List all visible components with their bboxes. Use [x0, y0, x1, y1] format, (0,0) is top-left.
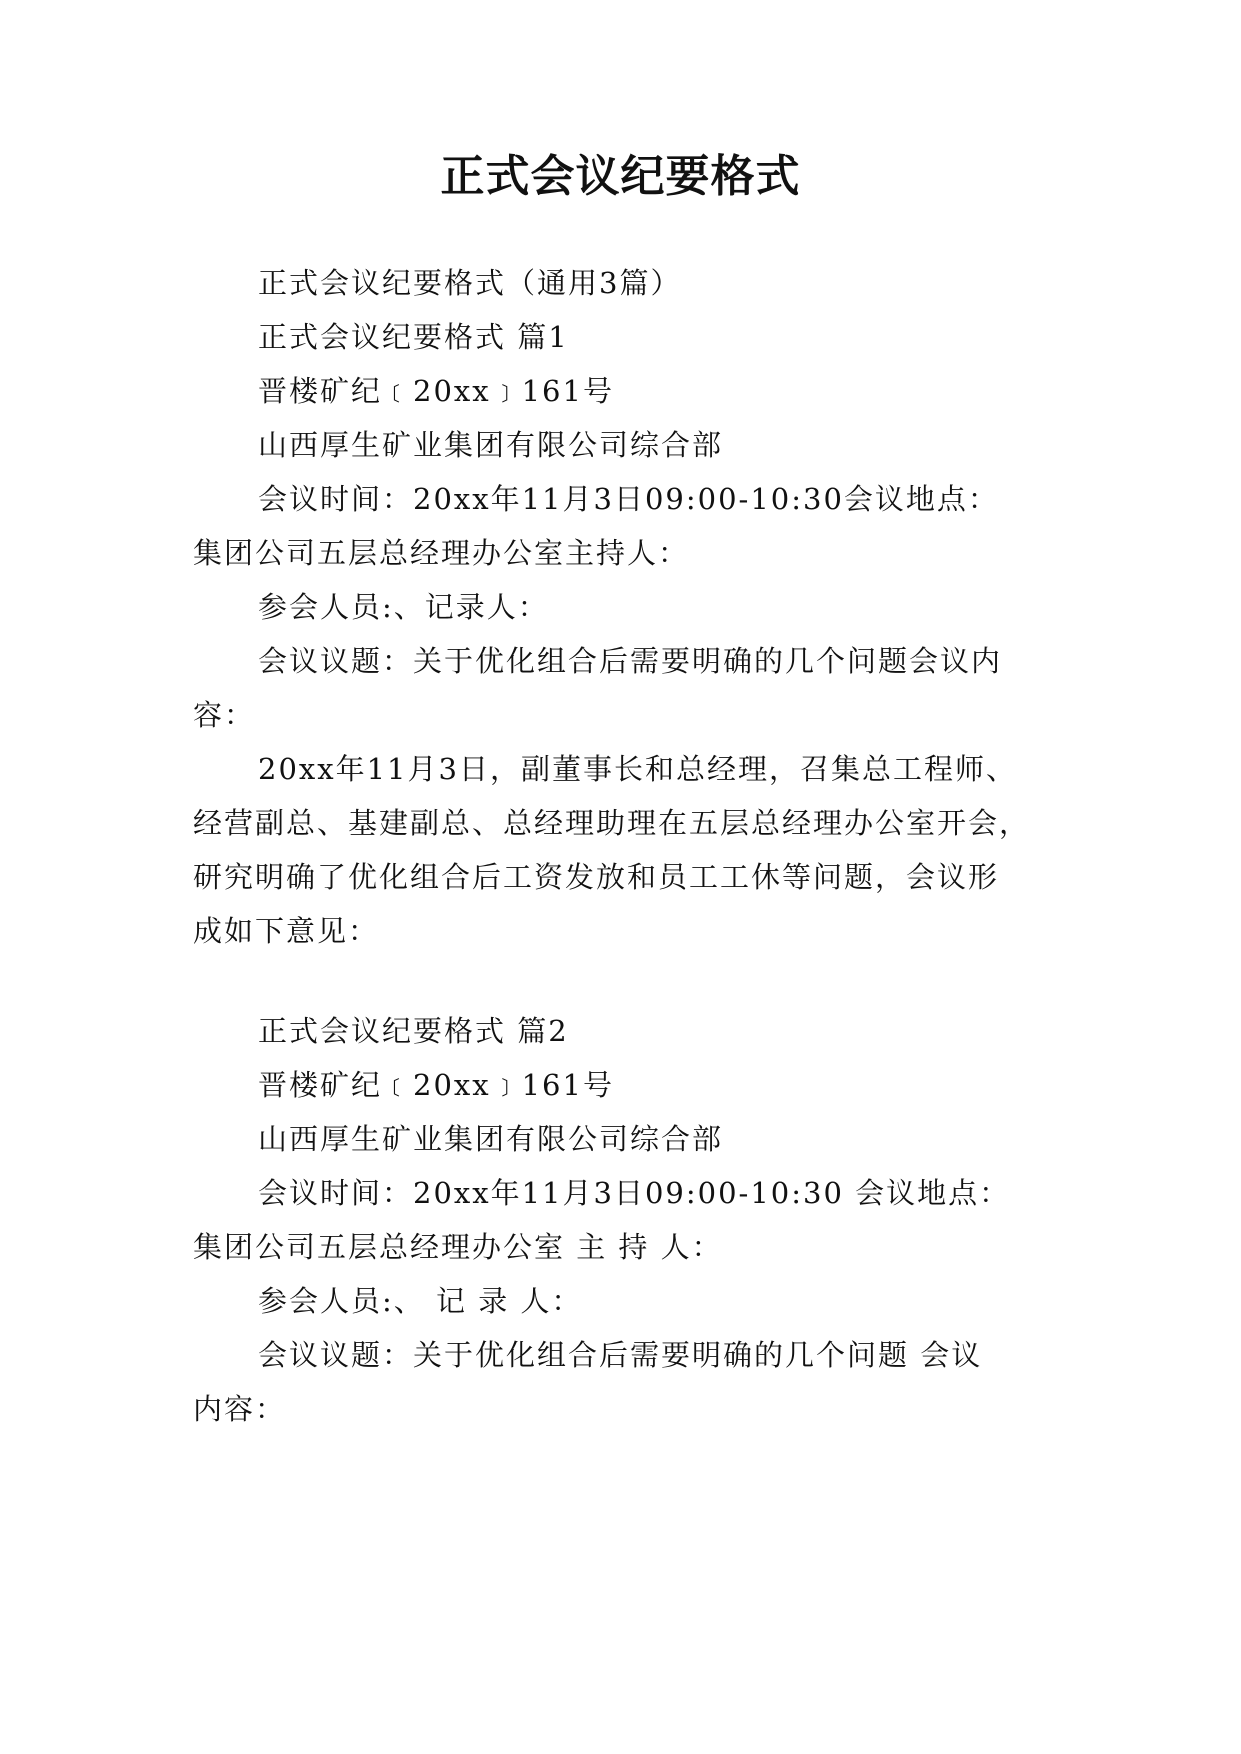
- meeting-location: 集团公司五层总经理办公室 主 持 人：: [193, 1230, 723, 1264]
- meeting-time: 会议时间：20xx年11月3日09:00-10:30会议地点：: [258, 482, 999, 516]
- department: 山西厚生矿业集团有限公司综合部: [258, 1122, 724, 1156]
- attendees: 参会人员:、 记 录 人：: [258, 1284, 583, 1318]
- meeting-topic-cont: 容：: [193, 698, 256, 732]
- department: 山西厚生矿业集团有限公司综合部: [258, 428, 724, 462]
- meeting-location: 集团公司五层总经理办公室主持人：: [193, 536, 690, 570]
- meeting-topic-cont: 内容：: [193, 1392, 287, 1426]
- meeting-topic: 会议议题：关于优化组合后需要明确的几个问题 会议: [258, 1338, 983, 1372]
- section-heading-1: 正式会议纪要格式 篇1: [258, 320, 569, 354]
- meeting-topic: 会议议题：关于优化组合后需要明确的几个问题会议内: [258, 644, 1003, 678]
- body-paragraph-line: 成如下意见：: [193, 914, 380, 948]
- section-heading-2: 正式会议纪要格式 篇2: [258, 1014, 569, 1048]
- body-paragraph-line: 研究明确了优化组合后工资发放和员工工休等问题，会议形: [193, 860, 1000, 894]
- body-paragraph-line: 经营副总、基建副总、总经理助理在五层总经理办公室开会，: [193, 806, 1031, 840]
- body-paragraph-line: 20xx年11月3日，副董事长和总经理，召集总工程师、: [258, 752, 1017, 786]
- meeting-time: 会议时间：20xx年11月3日09:00-10:30 会议地点：: [258, 1176, 1011, 1210]
- doc-subtitle: 正式会议纪要格式（通用3篇）: [258, 266, 682, 300]
- document-number: 晋楼矿纪﹝20xx﹞161号: [258, 374, 614, 408]
- document-number: 晋楼矿纪﹝20xx﹞161号: [258, 1068, 614, 1102]
- attendees: 参会人员:、记录人：: [258, 590, 549, 624]
- document-title: 正式会议纪要格式: [440, 151, 801, 202]
